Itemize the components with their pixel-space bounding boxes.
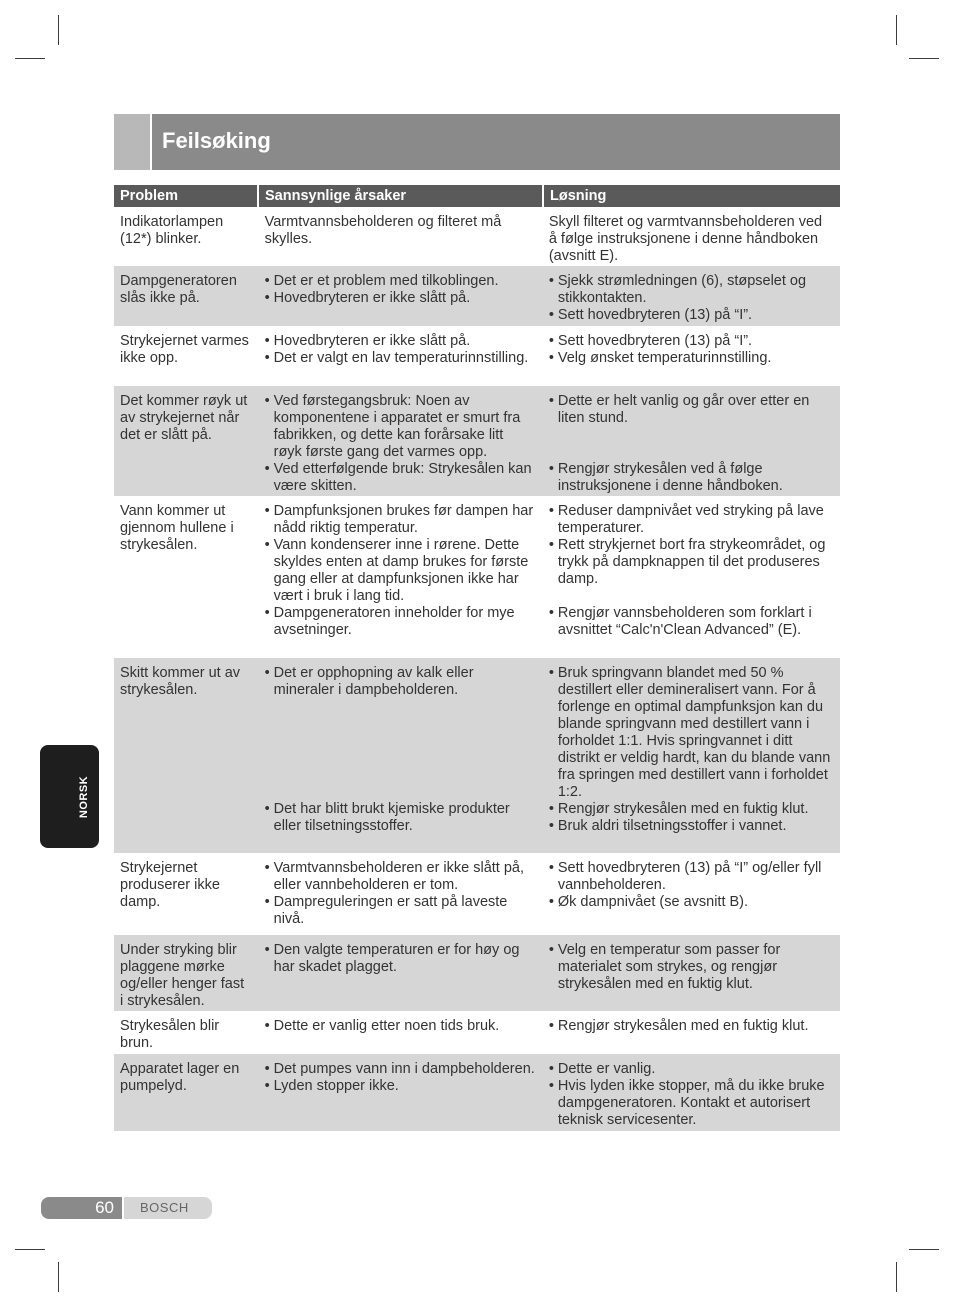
list-item [265,273,535,290]
bullet-icon: • [548,818,554,834]
crop-mark [896,1262,897,1292]
list-item-text: Rengjør strykesålen med en fuktig klut. [557,801,809,817]
table-row [114,658,840,853]
list-item [549,818,834,835]
footer-brand: BOSCH [124,1197,212,1219]
list-item [549,942,834,993]
list-item [549,605,834,639]
list-item-text: Varmtvannsbeholderen og filteret må skylles. [264,214,502,247]
bullet-icon: • [264,333,270,349]
crop-mark [15,1249,45,1250]
causes-cell [259,658,541,853]
solution-cell [543,935,840,1011]
bullet-icon: • [548,1078,554,1094]
list-item [265,393,535,461]
bullet-icon: • [548,1018,554,1034]
list-item [265,860,535,894]
bullet-icon: • [264,860,270,876]
list-item-text: Sett hovedbryteren (13) på “I” og/eller fyll vannbeholderen. [557,860,822,893]
list-item-text: Det har blitt brukt kjemiske produkter eller tilsetningsstoffer. [273,801,510,834]
list-item [549,894,834,911]
table-row [114,1011,840,1054]
problem-cell: Indikatorlampen (12*) blinker. [120,214,224,247]
crop-mark [58,1262,59,1292]
problem-cell: Strykejernet produserer ikke damp. [120,860,220,910]
problem-cell: Strykesålen blir brun. [120,1018,220,1051]
bullet-icon: • [548,665,554,681]
bullet-icon: • [548,801,554,817]
list-item [265,665,535,699]
bullet-icon: • [264,290,270,306]
list-item [549,1018,834,1035]
problem-cell: Det kommer røyk ut av strykejernet når det er slått på. [120,393,248,443]
table-row [114,386,840,496]
table-row [114,853,840,935]
list-item [549,214,834,265]
bullet-icon: • [548,537,554,553]
list-item [549,503,834,537]
solution-cell [543,386,840,496]
bullet-icon: • [264,605,270,621]
list-item-text: Sjekk strømledningen (6), støpselet og stikkontakten. [557,273,807,306]
bullet-icon: • [264,273,270,289]
list-item [265,537,535,605]
crop-mark [58,15,59,45]
list-item-text: Dette er vanlig. [557,1061,656,1077]
spacer [265,784,535,801]
language-tab-label: NORSK [78,775,90,819]
list-item [265,1061,535,1078]
list-item [265,1078,535,1095]
column-header-solution: Løsning [544,185,840,207]
bullet-icon: • [264,393,270,409]
solution-cell [543,496,840,658]
column-header-causes: Sannsynlige årsaker [259,185,542,207]
bullet-icon: • [548,860,554,876]
list-item [549,1078,834,1129]
table-row [114,207,840,266]
list-item-text: Bruk springvann blandet med 50 % destillert eller demineralisert vann. For å forlenge en optimal dampfunksjon kan du blande springvann med destillert vann i forholdet 1:1. Hvis springvannet i ditt distrikt er veldig hardt, kan du blande vann fra springen med destillert vann i forholdet 1:2. [557,665,831,800]
spacer [265,750,535,767]
list-item [265,942,535,976]
list-item-text: Sett hovedbryteren (13) på “I”. [557,333,753,349]
table-row [114,266,840,326]
bullet-icon: • [264,665,270,681]
spacer [549,588,834,605]
causes-cell [259,496,541,658]
bullet-icon: • [264,1061,270,1077]
list-item-text: Lyden stopper ikke. [273,1078,399,1094]
list-item-text: Hovedbryteren er ikke slått på. [273,290,471,306]
list-item-text: Bruk aldri tilsetningsstoffer i vannet. [557,818,787,834]
list-item-text: Ved etterfølgende bruk: Strykesålen kan være skitten. [273,461,532,494]
list-item [265,801,535,835]
table-header [114,185,840,207]
list-item [549,273,834,307]
problem-cell: Under stryking blir plaggene mørke og/eller henger fast i strykesålen. [120,942,245,1009]
list-item-text: Det er et problem med tilkoblingen. [273,273,499,289]
table-body [114,207,840,1131]
list-item [549,801,834,818]
list-item [265,1018,535,1035]
list-item [549,1061,834,1078]
problem-cell: Skitt kommer ut av strykesålen. [120,665,241,698]
list-item [549,860,834,894]
list-item [549,393,834,427]
table-row [114,1054,840,1131]
causes-cell [259,266,541,326]
spacer [265,767,535,784]
bullet-icon: • [264,503,270,519]
list-item-text: Den valgte temperaturen er for høy og har skadet plagget. [273,942,520,975]
list-item [549,665,834,801]
bullet-icon: • [548,350,554,366]
solution-cell [543,326,840,386]
list-item-text: Det er valgt en lav temperaturinnstilling. [273,350,529,366]
solution-cell [543,658,840,853]
list-item-text: Dampreguleringen er satt på laveste nivå. [273,894,508,927]
crop-mark [896,15,897,45]
causes-cell [259,326,541,386]
troubleshooting-table [114,185,840,1131]
causes-cell [259,1011,541,1054]
list-item-text: Sett hovedbryteren (13) på “I”. [557,307,753,323]
causes-cell [259,853,541,935]
list-item [549,307,834,324]
column-header-problem: Problem [114,185,257,207]
bullet-icon: • [548,393,554,409]
list-item [265,605,535,639]
list-item-text: Dette er helt vanlig og går over etter en liten stund. [557,393,810,426]
list-item-text: Velg en temperatur som passer for materialet som strykes, og rengjør strykesålen med en fuktig klut. [557,942,781,992]
solution-cell [543,266,840,326]
list-item [265,503,535,537]
bullet-icon: • [264,537,270,553]
bullet-icon: • [548,273,554,289]
bullet-icon: • [548,503,554,519]
causes-cell [259,207,541,266]
spacer [265,733,535,750]
table-row [114,326,840,386]
list-item-text: Velg ønsket temperaturinnstilling. [557,350,772,366]
bullet-icon: • [548,605,554,621]
causes-cell [259,935,541,1011]
list-item-text: Rett strykjernet bort fra strykeområdet, og trykk på dampknappen til det produseres damp. [557,537,826,587]
bullet-icon: • [548,333,554,349]
list-item-text: Øk dampnivået (se avsnitt B). [557,894,749,910]
list-item-text: Det pumpes vann inn i dampbeholderen. [273,1061,535,1077]
bullet-icon: • [264,1078,270,1094]
list-item [549,350,834,367]
spacer [549,444,834,461]
list-item [265,461,535,495]
list-item-text: Ved førstegangsbruk: Noen av komponentene i apparatet er smurt fra fabrikken, og dette kan forårsake litt røyk første gang det varmes opp. [273,393,521,460]
language-tab [40,745,99,848]
list-item-text: Rengjør strykesålen med en fuktig klut. [557,1018,809,1034]
crop-mark [909,58,939,59]
list-item [265,333,535,350]
list-item [265,214,535,248]
problem-cell: Apparatet lager en pumpelyd. [120,1061,240,1094]
bullet-icon: • [264,461,270,477]
spacer [265,699,535,716]
list-item-text: Rengjør vannsbeholderen som forklart i avsnittet “Calc'n'Clean Advanced” (E). [557,605,812,638]
list-item [549,537,834,588]
list-item-text: Reduser dampnivået ved stryking på lave temperaturer. [557,503,824,536]
list-item-text: Det er opphopning av kalk eller mineraler i dampbeholderen. [273,665,474,698]
list-item-text: Vann kondenserer inne i rørene. Dette skyldes enten at damp brukes for første gang eller at dampfunksjonen ikke har vært i bruk i lang tid. [273,537,529,604]
table-row [114,935,840,1011]
spacer [265,716,535,733]
problem-cell: Vann kommer ut gjennom hullene i strykesålen. [120,503,234,553]
list-item-text: Hvis lyden ikke stopper, må du ikke bruke dampgeneratoren. Kontakt et autorisert teknisk servicesenter. [557,1078,825,1128]
crop-mark [15,58,45,59]
problem-cell: Strykejernet varmes ikke opp. [120,333,249,366]
list-item-text: Skyll filteret og varmtvannsbeholderen ved å følge instruksjonene i denne håndboken (avsnitt E). [548,214,823,264]
bullet-icon: • [548,894,554,910]
list-item [549,461,834,495]
list-item-text: Dampfunksjonen brukes før dampen har nådd riktig temperatur. [273,503,534,536]
list-item [265,290,535,307]
bullet-icon: • [548,942,554,958]
list-item-text: Rengjør strykesålen ved å følge instruksjonene i denne håndboken. [557,461,783,494]
bullet-icon: • [264,801,270,817]
list-item-text: Hovedbryteren er ikke slått på. [273,333,471,349]
bullet-icon: • [264,1018,270,1034]
solution-cell [543,207,840,266]
crop-mark [909,1249,939,1250]
list-item-text: Dette er vanlig etter noen tids bruk. [273,1018,500,1034]
solution-cell [543,1054,840,1131]
table-row [114,496,840,658]
bullet-icon: • [548,307,554,323]
list-item-text: Varmtvannsbeholderen er ikke slått på, eller vannbeholderen er tom. [273,860,525,893]
spacer [549,427,834,444]
solution-cell [543,1011,840,1054]
list-item [265,350,535,367]
bullet-icon: • [264,942,270,958]
list-item [549,333,834,350]
bullet-icon: • [548,461,554,477]
page-title: Feilsøking [162,128,271,153]
header-accent [114,114,152,170]
list-item [265,894,535,928]
causes-cell [259,1054,541,1131]
list-item-text: Dampgeneratoren inneholder for mye avsetninger. [273,605,515,638]
page-number: 60 [41,1197,122,1219]
bullet-icon: • [264,350,270,366]
problem-cell: Dampgeneratoren slås ikke på. [120,273,237,306]
bullet-icon: • [264,894,270,910]
causes-cell [259,386,541,496]
solution-cell [543,853,840,935]
bullet-icon: • [548,1061,554,1077]
section-header [114,114,840,170]
